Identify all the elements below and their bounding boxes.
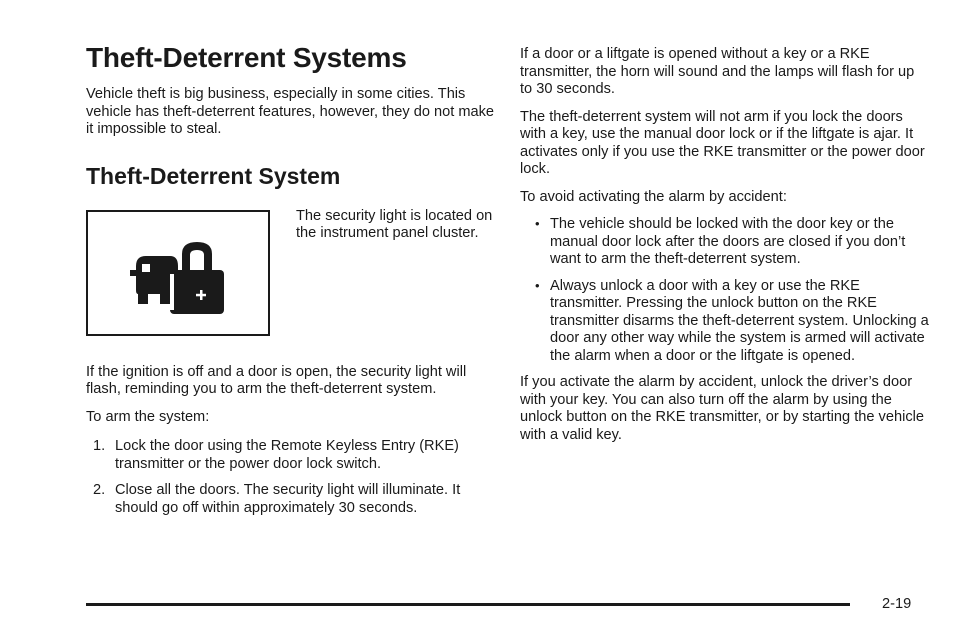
bullet-text: Always unlock a door with a key or use the RKE transmitter. Pressing the unlock button on the RKE transmitter disarms the theft-deterrent system. Unlocking a door any other way while the system is armed will activate the alarm when a door or the liftgate is opened. xyxy=(550,277,929,364)
step-text: Close all the doors. The security light will illuminate. It should go off within approximately 30 seconds. xyxy=(115,482,461,516)
step-number: 2. xyxy=(93,482,106,498)
liftgate-paragraph: If a door or a liftgate is opened without a key or a RKE transmitter, the horn will sound and the lamps will flash for up to 30 seconds. xyxy=(520,46,915,97)
section-title: Theft-Deterrent System xyxy=(86,162,341,189)
security-light-icon xyxy=(130,234,226,316)
not-arm-paragraph: The theft-deterrent system will not arm if you lock the doors with a key, use the manual door lock or if the liftgate is ajar. It activates only if you use the RKE transmitter or the power door lock. xyxy=(520,108,925,177)
bullet-icon: • xyxy=(535,277,540,293)
bullet-text: The vehicle should be locked with the door key or the manual door lock after the doors are closed if you don’t want to arm the theft-deterrent system. xyxy=(550,216,906,267)
figure-caption: The security light is located on the instrument panel cluster. xyxy=(296,207,493,241)
left-column xyxy=(86,42,496,526)
footer-rule xyxy=(86,603,850,606)
intro-paragraph: Vehicle theft is big business, especially in some cities. This vehicle has theft-deterrent features, however, they do not make it impossible to steal. xyxy=(86,86,495,137)
list-item xyxy=(86,438,496,473)
avoid-intro: To avoid activating the alarm by accident: xyxy=(520,188,787,205)
accident-paragraph: If you activate the alarm by accident, unlock the driver’s door with your key. You can also turn off the alarm by using the unlock button on the RKE transmitter, or by starting the vehicle with a valid key. xyxy=(520,374,924,443)
right-column xyxy=(520,46,930,454)
step-text: Lock the door using the Remote Keyless Entry (RKE) transmitter or the power door lock switch. xyxy=(115,438,459,472)
arm-steps-list xyxy=(86,438,496,517)
list-item xyxy=(86,482,496,517)
ignition-paragraph: If the ignition is off and a door is open, the security light will flash, reminding you to arm the theft-deterrent system. xyxy=(86,363,467,397)
list-item xyxy=(520,278,930,366)
arm-intro: To arm the system: xyxy=(86,408,210,425)
list-item xyxy=(520,216,930,269)
bullet-icon: • xyxy=(535,216,540,231)
page-number: 2-19 xyxy=(882,596,912,612)
security-light-icon-frame xyxy=(86,210,270,336)
page-title: Theft-Deterrent Systems xyxy=(86,42,407,73)
avoid-bullets-list xyxy=(520,216,930,365)
security-light-figure xyxy=(86,207,496,340)
step-number: 1. xyxy=(93,438,106,454)
